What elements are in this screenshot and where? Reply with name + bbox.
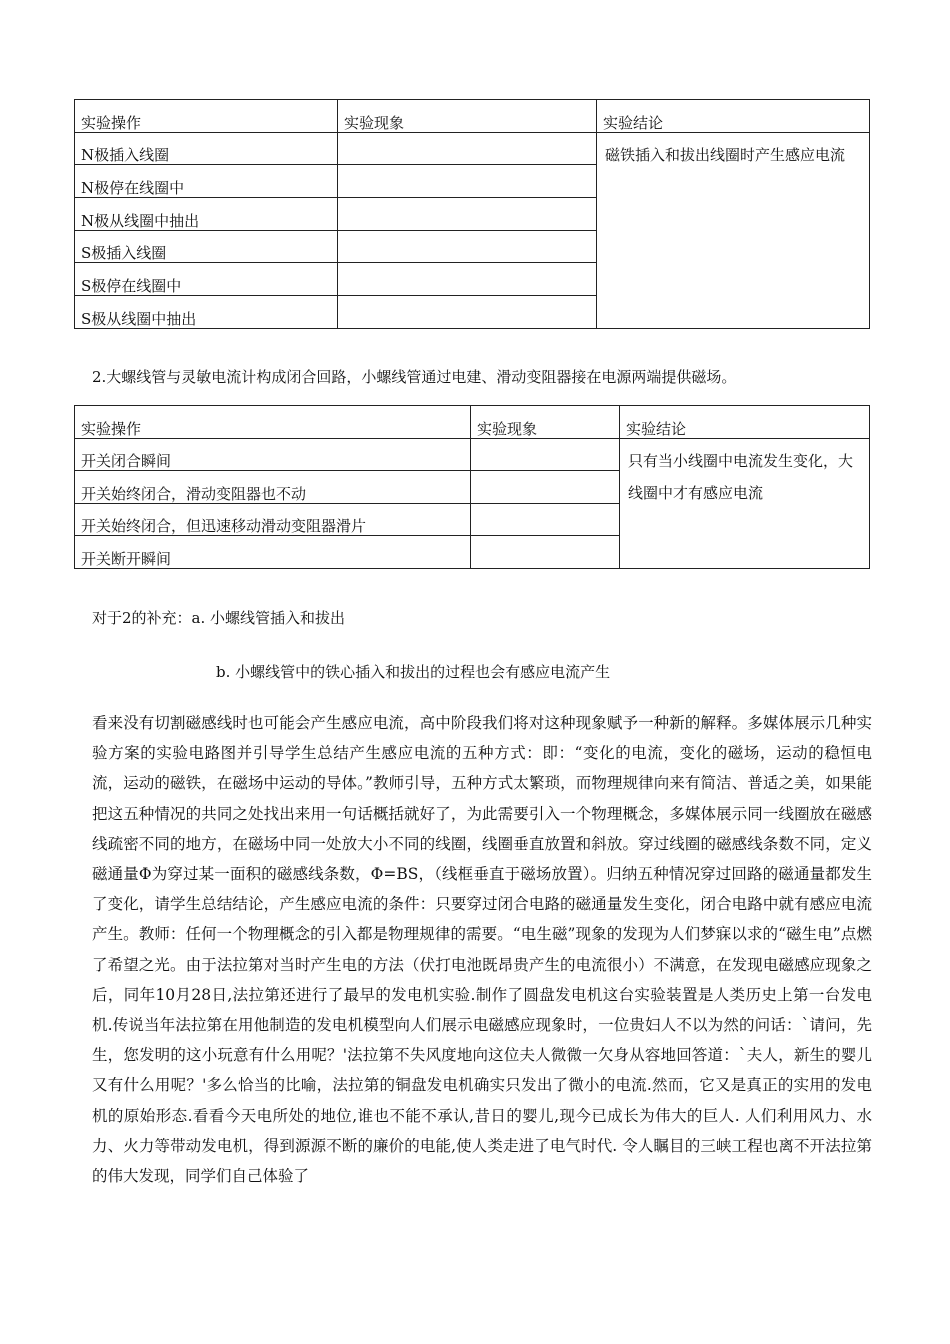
table-header-row bbox=[75, 100, 870, 133]
phenomenon-cell bbox=[338, 198, 597, 231]
supplement-b: b. 小螺线管中的铁心插入和拔出的过程也会有感应电流产生 bbox=[216, 663, 611, 681]
experiment-table-1 bbox=[74, 99, 870, 329]
phenomenon-cell bbox=[471, 438, 620, 471]
header-conclusion: 实验结论 bbox=[620, 406, 870, 439]
operation-cell: 开关始终闭合，滑动变阻器也不动 bbox=[75, 471, 471, 504]
experiment-table-2 bbox=[74, 405, 870, 569]
operation-cell: N极停在线圈中 bbox=[75, 165, 338, 198]
phenomenon-cell bbox=[338, 263, 597, 296]
phenomenon-cell bbox=[471, 503, 620, 536]
header-phenomenon: 实验现象 bbox=[471, 406, 620, 439]
header-operation: 实验操作 bbox=[75, 406, 471, 439]
operation-cell: 开关始终闭合，但迅速移动滑动变阻器滑片 bbox=[75, 503, 471, 536]
header-conclusion: 实验结论 bbox=[597, 100, 870, 133]
phenomenon-cell bbox=[471, 536, 620, 569]
phenomenon-cell bbox=[338, 132, 597, 165]
operation-cell: 开关断开瞬间 bbox=[75, 536, 471, 569]
table-row bbox=[75, 438, 870, 471]
phenomenon-cell bbox=[471, 471, 620, 504]
operation-cell: 开关闭合瞬间 bbox=[75, 438, 471, 471]
conclusion-cell: 只有当小线圈中电流发生变化，大线圈中才有感应电流 bbox=[620, 438, 870, 568]
table-header-row bbox=[75, 406, 870, 439]
operation-cell: N极从线圈中抽出 bbox=[75, 198, 338, 231]
phenomenon-cell bbox=[338, 165, 597, 198]
header-phenomenon: 实验现象 bbox=[338, 100, 597, 133]
supplement-a: 对于2的补充：a. 小螺线管插入和拔出 bbox=[92, 609, 346, 627]
table-row bbox=[75, 132, 870, 165]
conclusion-cell: 磁铁插入和拔出线圈时产生感应电流 bbox=[597, 132, 870, 328]
phenomenon-cell bbox=[338, 230, 597, 263]
phenomenon-cell bbox=[338, 296, 597, 329]
experiment-2-description: 2.大螺线管与灵敏电流计构成闭合回路，小螺线管通过电建、滑动变阻器接在电源两端提供磁场。 bbox=[92, 368, 737, 386]
operation-cell: N极插入线圈 bbox=[75, 132, 338, 165]
header-operation: 实验操作 bbox=[75, 100, 338, 133]
operation-cell: S极从线圈中抽出 bbox=[75, 296, 338, 329]
body-paragraph: 看来没有切割磁感线时也可能会产生感应电流，高中阶段我们将对这种现象赋予一种新的解释。多媒体展示几种实验方案的实验电路图并引导学生总结产生感应电流的五种方式：即：“变化的电流，变化的磁场，运动的稳恒电流，运动的磁铁，在磁场中运动的导体。”教师引导，五种方式太繁琐，而物理规律向来有简洁、普适之美，如果能把这五种情况的共同之处找出来用一句话概括就好了，为此需要引入一个物理概念，多媒体展示同一线圈放在磁感线疏密不同的地方，在磁场中同一处放大小不同的线圈，线圈垂直放置和斜放。穿过线圈的磁感线条数不同，定义磁通量Φ为穿过某一面积的磁感线条数，Φ=BS，（线框垂直于磁场放置）。归纳五种情况穿过回路的磁通量都发生了变化，请学生总结结论，产生感应电流的条件：只要穿过闭合电路的磁通量发生变化，闭合电路中就有感应电流产生。教师：任何一个物理概念的引入都是物理规律的需要。“电生磁”现象的发现为人们梦寐以求的“磁生电”点燃了希望之光。由于法拉第对当时产生电的方法（伏打电池既昂贵产生的电流很小）不满意，在发现电磁感应现象之后，同年10月28日,法拉第还进行了最早的发电机实验.制作了圆盘发电机这台实验装置是人类历史上第一台发电机.传说当年法拉第在用他制造的发电机模型向人们展示电磁感应现象时，一位贵妇人不以为然的问话：`请问，先生，您发明的这小玩意有什么用呢？'法拉第不失风度地向这位夫人微微一欠身从容地回答道：`夫人，新生的婴儿又有什么用呢？'多么恰当的比喻，法拉第的铜盘发电机确实只发出了微小的电流.然而，它又是真正的实用的发电机的原始形态.看看今天电所处的地位,谁也不能不承认,昔日的婴儿,现今已成长为伟大的巨人. 人们利用风力、水力、火力等带动发电机，得到源源不断的廉价的电能,使人类走进了电气时代. 令人瞩目的三峡工程也离不开法拉第的伟大发现，同学们自己体验了 bbox=[92, 714, 872, 1186]
operation-cell: S极停在线圈中 bbox=[75, 263, 338, 296]
operation-cell: S极插入线圈 bbox=[75, 230, 338, 263]
